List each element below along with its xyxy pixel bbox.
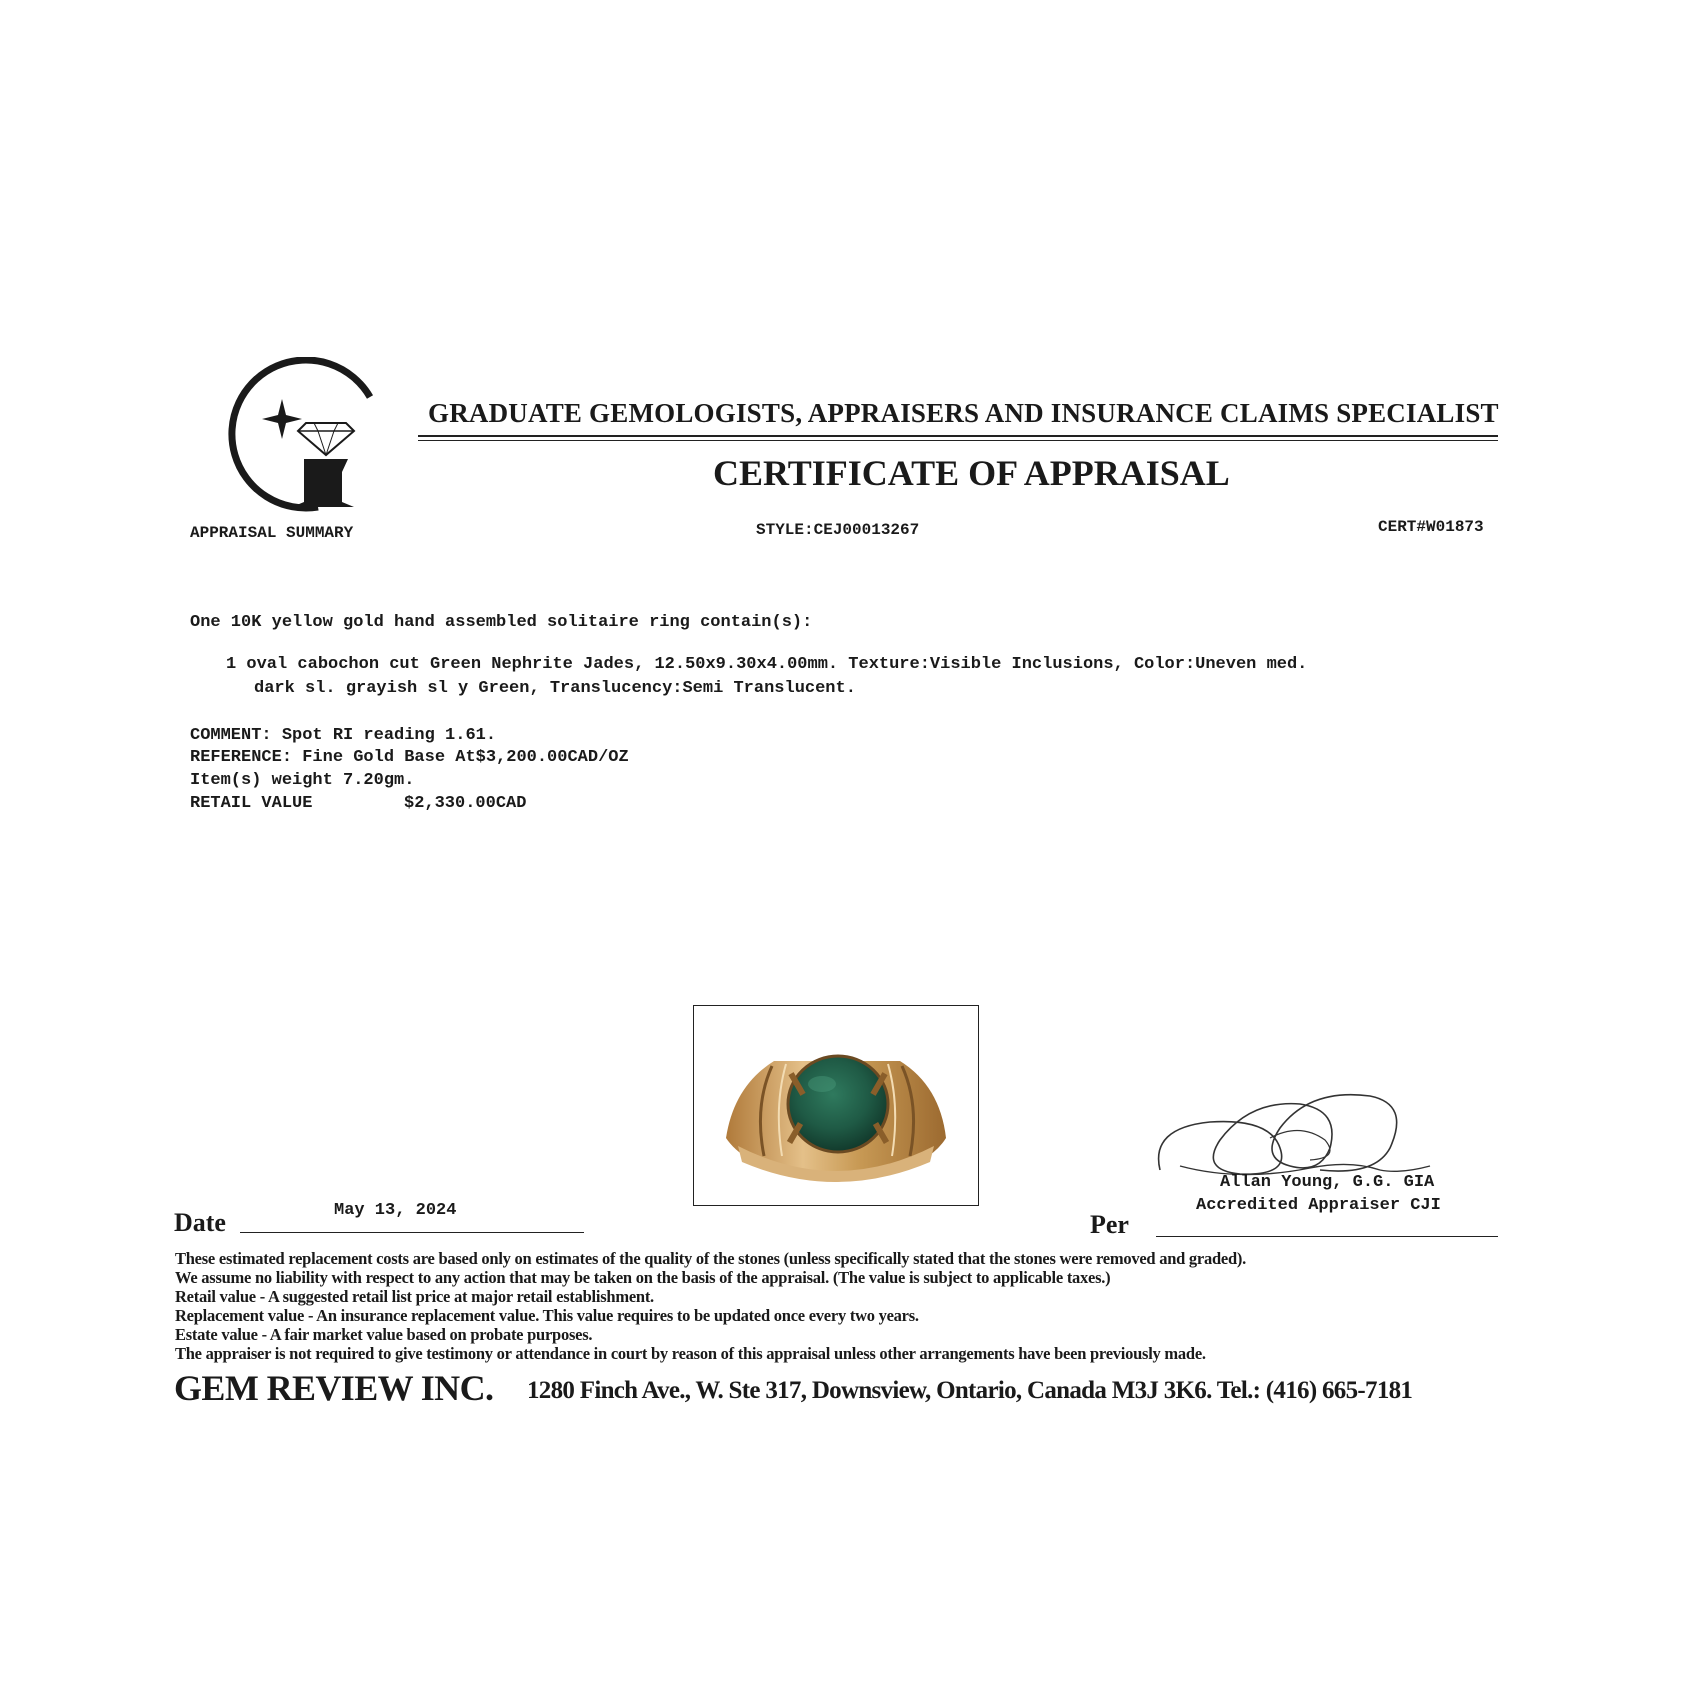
date-value: May 13, 2024 — [334, 1201, 457, 1220]
company-address: 1280 Finch Ave., W. Ste 317, Downsview, Ontario, Canada M3J 3K6. Tel.: (416) 665-7181 — [527, 1377, 1413, 1404]
stone-description: 1 oval cabochon cut Green Nephrite Jades, 12.50x9.30x4.00mm. Texture:Visible Inclusions, Color:Uneven med. — [226, 655, 1308, 674]
item-intro: One 10K yellow gold hand assembled solitaire ring contain(s): — [190, 613, 813, 632]
certificate-title: CERTIFICATE OF APPRAISAL — [713, 453, 1230, 493]
retail-value-amount: $2,330.00CAD — [404, 794, 527, 813]
retail-value-label: RETAIL VALUE — [190, 794, 313, 813]
date-label: Date — [174, 1208, 226, 1237]
appraiser-credential: Accredited Appraiser CJI — [1196, 1196, 1441, 1215]
appraiser-signature — [1150, 1078, 1450, 1188]
disclaimer-line: We assume no liability with respect to any action that may be taken on the basis of the appraisal. (The value is subject to applicable taxes.) — [175, 1268, 1111, 1287]
comment-line: COMMENT: Spot RI reading 1.61. — [190, 726, 497, 745]
cert-number: CERT#W01873 — [1378, 518, 1484, 536]
disclaimer-line: Replacement value - An insurance replacement value. This value requires to be updated once every two years. — [175, 1306, 919, 1325]
company-logo — [222, 357, 382, 517]
weight-line: Item(s) weight 7.20gm. — [190, 771, 415, 790]
header-rule — [418, 440, 1498, 441]
appraisal-summary-label: APPRAISAL SUMMARY — [190, 524, 354, 542]
per-label: Per — [1090, 1210, 1129, 1239]
appraiser-name: Allan Young, G.G. GIA — [1220, 1173, 1435, 1192]
reference-line: REFERENCE: Fine Gold Base At$3,200.00CAD/OZ — [190, 748, 629, 767]
disclaimer-line: These estimated replacement costs are based only on estimates of the quality of the stones (unless specifically stated that the stones were removed and graded). — [175, 1249, 1247, 1268]
style-number: STYLE:CEJ00013267 — [756, 521, 920, 539]
company-name: GEM REVIEW INC. — [174, 1368, 494, 1408]
disclaimer-line: Retail value - A suggested retail list price at major retail establishment. — [175, 1287, 654, 1306]
header-title: GRADUATE GEMOLOGISTS, APPRAISERS AND INSURANCE CLAIMS SPECIALIST — [428, 398, 1499, 428]
ring-photo — [693, 1005, 979, 1206]
disclaimer-line: The appraiser is not required to give testimony or attendance in court by reason of this appraisal unless other arrangements have been previously made. — [175, 1344, 1206, 1363]
date-line — [240, 1232, 584, 1233]
stone-description-cont: dark sl. grayish sl y Green, Translucency:Semi Translucent. — [254, 679, 856, 698]
per-line — [1156, 1236, 1498, 1237]
header-rule — [418, 435, 1498, 437]
disclaimer-line: Estate value - A fair market value based on probate purposes. — [175, 1325, 593, 1344]
ring-image — [694, 1006, 979, 1206]
